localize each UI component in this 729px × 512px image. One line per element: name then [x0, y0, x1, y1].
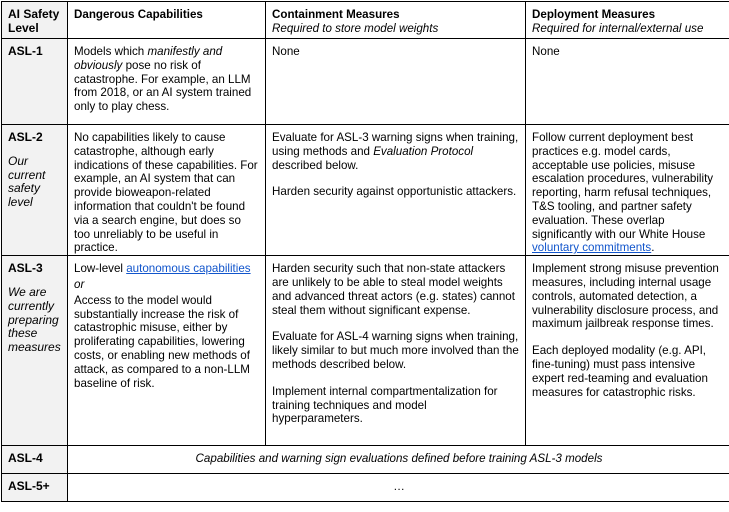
containment-cell-asl2: [266, 125, 526, 256]
table-row-asl3: [2, 256, 729, 446]
header-containment-text: Containment Measures: [272, 8, 400, 21]
level-cell-asl4: [2, 446, 68, 474]
table-row-asl4: [2, 446, 729, 474]
cap-text-em: manifestly and obviously: [74, 45, 223, 72]
asl-table: [1, 1, 729, 502]
cap-text: [74, 45, 259, 114]
voluntary-commitments-link[interactable]: voluntary commitments: [532, 241, 652, 255]
header-containment-sub: Required to store model weights: [272, 21, 439, 35]
dangerous-cell-asl3: [68, 256, 266, 446]
table-row-asl5: [2, 474, 729, 502]
containment-cell-asl1: [266, 39, 526, 125]
header-dangerous: [68, 2, 266, 39]
header-deployment-text: Deployment Measures: [532, 8, 656, 21]
span-cell-asl4: [68, 446, 729, 474]
deployment-text-2: Each deployed modality (e.g. API, fine-tuning) must pass intensive expert red-teaming and evaluation measures for catastrophic risks.: [532, 344, 708, 399]
cap-text-b: pose no risk of catastrophe. For example, an LLM from 2018, or an AI system trained only to play chess.: [74, 58, 252, 114]
cont-text-a: Evaluate for ASL-3 warning signs when training, using methods and: [272, 131, 519, 158]
containment-text-1: Harden security such that non-state attackers are unlikely to be able to steal model weights and advanced threat actors (e.g. states) cannot steal them without significant expense.: [272, 262, 515, 317]
level-label: ASL-3: [8, 261, 43, 276]
dep-text-b: .: [651, 241, 655, 255]
containment-text-3: Implement internal compartmentalization for training techniques and model hyperparameters.: [272, 384, 498, 426]
level-cell-asl1: [2, 39, 68, 125]
cap-text: No capabilities likely to cause catastrophe, although early indications of these capabilities. For example, an AI system that can provide bioweapon-related information that couldn't be found via a search engine, but does so too unreliably to be useful in practice.: [74, 131, 258, 255]
deployment-cell-asl3: [526, 256, 729, 446]
cont-text-b: described below.: [272, 158, 359, 172]
containment-text-2: Evaluate for ASL-4 warning signs when training, likely similar to but much more involved than the methods described below.: [272, 330, 519, 371]
header-level: [2, 2, 68, 39]
deployment-text-1: Implement strong misuse prevention measures, including internal usage controls, automated detection, a vulnerability disclosure process, and maximum jailbreak response times.: [532, 262, 719, 331]
cap-text-a: Low-level: [74, 262, 127, 276]
level-cell-asl5: [2, 474, 68, 502]
header-deployment-sub: Required for internal/external use: [532, 21, 704, 35]
level-cell-asl2: [2, 125, 68, 256]
dep-text-a: Follow current deployment best practices e.g. model cards, acceptable use policies, misuse escalation procedures, vulnerability reporting, harm refusal techniques, T&S tooling, and partner safety evaluation. These overlap significantly with our White House: [532, 131, 714, 241]
deployment-cell-asl1: [526, 39, 729, 125]
dangerous-cell-asl2: [68, 125, 266, 256]
level-note: Our current safety level: [8, 153, 46, 210]
span-text: Capabilities and warning sign evaluations defined before training ASL-3 models: [195, 452, 603, 466]
containment-text-1: [272, 131, 519, 172]
cont-text-em: Evaluation Protocol: [373, 144, 474, 158]
containment-cell-asl3: [266, 256, 526, 446]
level-note: We are currently preparing these measures: [8, 284, 61, 355]
level-label: ASL-2: [8, 130, 43, 144]
header-deployment: [526, 2, 729, 39]
span-cell-asl5: [68, 474, 729, 502]
dangerous-cell-asl1: [68, 39, 266, 125]
autonomous-capabilities-link[interactable]: autonomous capabilities: [126, 262, 251, 276]
containment-text: None: [272, 45, 300, 58]
table-row-asl2: [2, 125, 729, 256]
cap-text-a: Models which: [74, 45, 148, 58]
deployment-text: [532, 131, 724, 255]
header-row: [2, 2, 729, 39]
span-text: …: [393, 480, 405, 494]
level-label: ASL-1: [8, 44, 43, 58]
header-dangerous-text: Dangerous Capabilities: [74, 8, 203, 21]
deployment-text: None: [532, 45, 560, 58]
level-cell-asl3: [2, 256, 68, 446]
table-row-asl1: [2, 39, 729, 125]
cap-or: or: [74, 277, 85, 291]
cap-text-2: Access to the model would substantially increase the risk of catastrophic misuse, either by proliferating capabilities, lowering costs, or enabling new methods of attack, as compared to a non-LLM baseline of risk.: [74, 293, 250, 390]
header-level-text: AI Safety Level: [8, 7, 60, 35]
header-containment: [266, 2, 526, 39]
containment-text-2: Harden security against opportunistic attackers.: [272, 185, 517, 199]
cap-text-1: [74, 262, 259, 276]
level-label: ASL-5+: [8, 479, 50, 494]
deployment-cell-asl2: [526, 125, 729, 256]
level-label: ASL-4: [8, 451, 43, 466]
